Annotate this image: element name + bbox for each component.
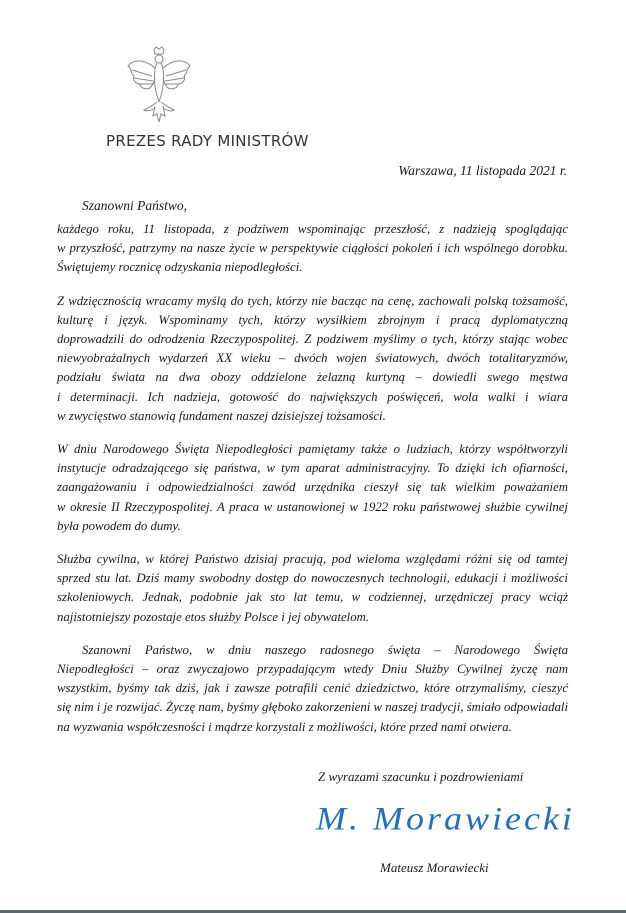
text-line: kulturę i język. Wspominamy tych, którzy wysiłkiem zbrojnym i pracą dyplomatyczną xyxy=(57,312,568,327)
text-line: Szanowni Państwo, w dniu naszego radosnego święta – Narodowego Święta xyxy=(82,642,568,657)
letter-body xyxy=(57,220,568,751)
letter-date: Warszawa, 11 listopada 2021 r. xyxy=(398,163,567,178)
text-line: w przyszłość, patrzymy na nasze życie w perspektywie ciągłości pokoleń i ich wspólnego dorobku. xyxy=(57,241,568,256)
text-line: W dniu Narodowego Święta Niepodległości pamiętamy także o ludziach, którzy współtworzyli xyxy=(57,442,568,457)
text-line: podziału świata na dwa obozy oddzielone żelazną kurtyną – dowiedli swego męstwa xyxy=(57,370,568,385)
eagle-emblem-icon xyxy=(124,46,194,124)
text-line: wszystkim, byśmy tak dziś, jak i zawsze potrafili cenić dziedzictwo, które otrzymaliśmy, cieszyć xyxy=(57,681,568,696)
text-line: Świętujemy rocznicę odzyskania niepodległości. xyxy=(57,260,303,275)
text-line: instytucje odradzającego się państwa, w tym aparat administracyjny. To dzięki ich ofiarności, xyxy=(57,461,568,476)
paragraph xyxy=(57,440,568,536)
text-line: w zwycięstwo stanowią fundament naszej dzisiejszej tożsamości. xyxy=(57,408,386,423)
text-line: Niepodległości – oraz zwyczajowo przypadającym wtedy Dniu Służby Cywilnej życzę nam xyxy=(57,662,568,677)
text-line: sprzed stu lat. Dziś mamy swobodny dostęp do nowoczesnych technologii, edukacji i możliwości xyxy=(57,571,568,586)
signer-name: Mateusz Morawiecki xyxy=(380,860,489,875)
text-line: najistotniejszy pozostaje etos służby Polsce i jej obywatelom. xyxy=(57,609,370,624)
closing-phrase: Z wyrazami szacunku i pozdrowieniami xyxy=(318,769,524,784)
text-line: na wyzwania współczesności i mądrze korzystali z możliwości, które przed nami otwiera. xyxy=(57,719,512,734)
text-line: Z wdzięcznością wracamy myślą do tych, którzy nie bacząc na cenę, zachowali polską tożsamość, xyxy=(57,293,568,308)
text-line: doprowadzili do odrodzenia Rzeczypospolitej. Z podziwem myślimy o tych, którzy stając wobec xyxy=(57,332,568,347)
paragraph xyxy=(57,292,568,426)
text-line: Służba cywilna, w której Państwo dzisiaj pracują, pod wieloma względami różni się od tamtej xyxy=(57,552,568,567)
paragraph xyxy=(57,550,568,627)
text-line: każdego roku, 11 listopada, z podziwem wspominając przeszłość, z nadzieją spoglądając xyxy=(57,222,568,236)
text-line: szkoleniowych. Jednak, podobnie jak sto lat temu, w codziennej, urzędniczej pracy wciąż xyxy=(57,590,568,605)
text-line: w okresie II Rzeczypospolitej. A praca w ustanowionej w 1922 roku państwowej służbie cywilnej xyxy=(57,499,568,514)
handwritten-signature: M. Morawiecki xyxy=(316,800,575,837)
text-line: zaangażowaniu i odpowiedzialności zawód urzędnika cieszył się tak wielkim poważaniem xyxy=(57,480,568,495)
text-line: i determinacji. Ich nadzieja, gotowość do największych poświęceń, wola walki i wiara xyxy=(57,389,568,404)
salutation: Szanowni Państwo, xyxy=(82,198,188,213)
text-line: się nim i je rozwijać. Życzę nam, byśmy głęboko zakorzenieni w naszej tradycji, śmiało odpowiadali xyxy=(57,700,568,715)
paragraph xyxy=(57,220,568,278)
text-line: była powodem do dumy. xyxy=(57,518,181,533)
text-line: niewyobrażalnych wydarzeń XX wieku – dwóch wojen światowych, dwóch totalitaryzmów, xyxy=(57,351,568,366)
office-title: PREZES RADY MINISTRÓW xyxy=(106,132,309,150)
paragraph xyxy=(57,641,568,737)
